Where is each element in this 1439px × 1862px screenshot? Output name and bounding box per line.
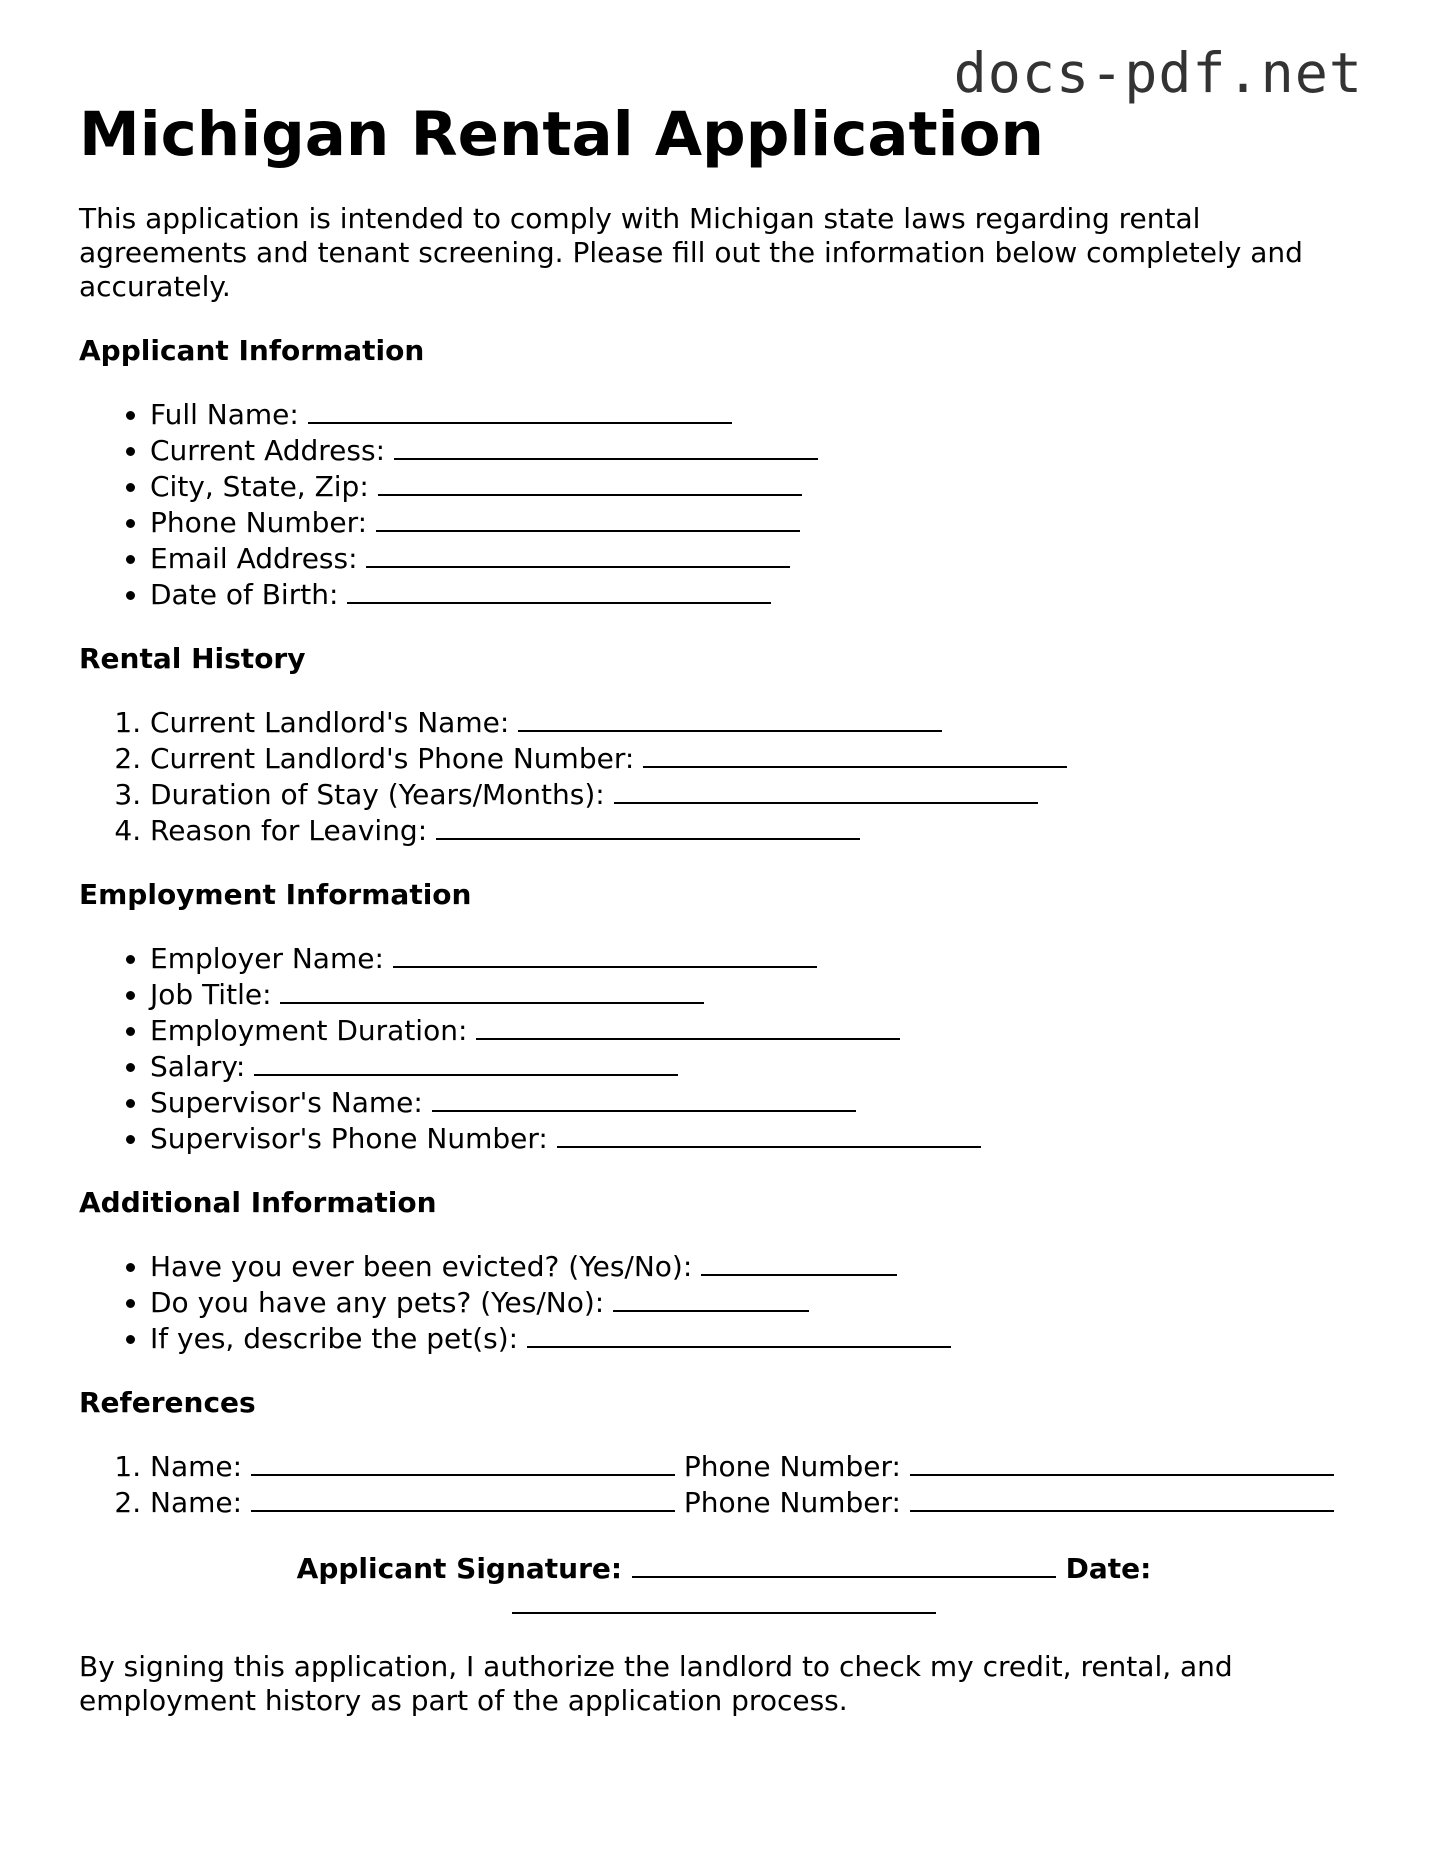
signature-blank[interactable] xyxy=(632,1550,1056,1578)
field-label: Email Address: xyxy=(150,542,358,575)
field-label: Do you have any pets? (Yes/No): xyxy=(150,1286,605,1319)
landlord-name-blank[interactable] xyxy=(518,704,942,732)
field-label: Current Address: xyxy=(150,434,386,467)
list-item xyxy=(150,1248,1369,1284)
references-heading: References xyxy=(79,1386,256,1419)
document-page xyxy=(79,96,1369,1746)
watermark: docs-pdf.net xyxy=(953,41,1363,105)
job-title-blank[interactable] xyxy=(280,976,704,1004)
field-label: Date of Birth: xyxy=(150,578,339,611)
date-blank[interactable] xyxy=(512,1586,936,1614)
rental-history-heading: Rental History xyxy=(79,642,306,675)
reference-2-phone-blank[interactable] xyxy=(910,1484,1334,1512)
field-label: Employer Name: xyxy=(150,942,384,975)
date-label: Date: xyxy=(1065,1552,1152,1585)
list-item xyxy=(150,812,1369,848)
pet-description-blank[interactable] xyxy=(527,1320,951,1348)
field-label: Phone Number: xyxy=(150,506,368,539)
field-label: Supervisor's Name: xyxy=(150,1086,423,1119)
supervisor-phone-blank[interactable] xyxy=(557,1120,981,1148)
field-label: Duration of Stay (Years/Months): xyxy=(150,778,605,811)
current-address-blank[interactable] xyxy=(394,432,818,460)
list-item xyxy=(150,396,1369,432)
field-label: Current Landlord's Name: xyxy=(150,706,510,739)
reason-for-leaving-blank[interactable] xyxy=(436,812,860,840)
phone-number-blank[interactable] xyxy=(376,504,800,532)
field-label: City, State, Zip: xyxy=(150,470,369,503)
employer-name-blank[interactable] xyxy=(393,940,817,968)
rental-history-section xyxy=(79,642,1369,848)
additional-heading: Additional Information xyxy=(79,1186,437,1219)
reference-1-name-blank[interactable] xyxy=(251,1448,675,1476)
list-item xyxy=(150,1048,1369,1084)
additional-section xyxy=(79,1186,1369,1356)
list-item xyxy=(150,1120,1369,1156)
field-label: Have you ever been evicted? (Yes/No): xyxy=(150,1250,693,1283)
list-item xyxy=(150,540,1369,576)
intro-paragraph: This application is intended to comply with Michigan state laws regarding rental agreements and tenant screening. Please fill out the information below completely and accurately. xyxy=(79,202,1303,303)
reference-name-label: Name: xyxy=(150,1450,243,1483)
reference-phone-label: Phone Number: xyxy=(683,1450,901,1483)
references-fields xyxy=(79,1448,1369,1520)
additional-fields xyxy=(79,1248,1369,1356)
list-item xyxy=(150,432,1369,468)
field-label: Reason for Leaving: xyxy=(150,814,428,847)
list-item xyxy=(150,468,1369,504)
list-item xyxy=(150,1320,1369,1356)
field-label: Current Landlord's Phone Number: xyxy=(150,742,635,775)
field-label: Full Name: xyxy=(150,398,299,431)
evicted-blank[interactable] xyxy=(701,1248,897,1276)
list-item xyxy=(150,1484,1369,1520)
list-item xyxy=(150,1284,1369,1320)
field-label: If yes, describe the pet(s): xyxy=(150,1322,519,1355)
list-item xyxy=(150,504,1369,540)
document-title: Michigan Rental Application xyxy=(79,99,1044,170)
reference-name-label: Name: xyxy=(150,1486,243,1519)
reference-phone-label: Phone Number: xyxy=(683,1486,901,1519)
employment-fields xyxy=(79,940,1369,1156)
duration-of-stay-blank[interactable] xyxy=(614,776,1038,804)
list-item xyxy=(150,704,1369,740)
city-state-zip-blank[interactable] xyxy=(378,468,802,496)
pets-blank[interactable] xyxy=(613,1284,809,1312)
signature-line xyxy=(79,1550,1369,1622)
employment-duration-blank[interactable] xyxy=(476,1012,900,1040)
field-label: Employment Duration: xyxy=(150,1014,468,1047)
applicant-section xyxy=(79,334,1369,612)
field-label: Job Title: xyxy=(150,978,272,1011)
list-item xyxy=(150,576,1369,612)
employment-heading: Employment Information xyxy=(79,878,472,911)
list-item xyxy=(150,1448,1369,1484)
applicant-heading: Applicant Information xyxy=(79,334,425,367)
date-of-birth-blank[interactable] xyxy=(347,576,771,604)
landlord-phone-blank[interactable] xyxy=(643,740,1067,768)
list-item xyxy=(150,940,1369,976)
list-item xyxy=(150,976,1369,1012)
field-label: Supervisor's Phone Number: xyxy=(150,1122,548,1155)
field-label: Salary: xyxy=(150,1050,246,1083)
email-address-blank[interactable] xyxy=(366,540,790,568)
list-item xyxy=(150,1084,1369,1120)
reference-1-phone-blank[interactable] xyxy=(910,1448,1334,1476)
rental-history-fields xyxy=(79,704,1369,848)
closing-paragraph: By signing this application, I authorize the landlord to check my credit, rental, and employment history as part of the application process. xyxy=(79,1650,1233,1717)
list-item xyxy=(150,1012,1369,1048)
employment-section xyxy=(79,878,1369,1156)
supervisor-name-blank[interactable] xyxy=(432,1084,856,1112)
salary-blank[interactable] xyxy=(254,1048,678,1076)
list-item xyxy=(150,740,1369,776)
list-item xyxy=(150,776,1369,812)
full-name-blank[interactable] xyxy=(308,396,732,424)
reference-2-name-blank[interactable] xyxy=(251,1484,675,1512)
references-section xyxy=(79,1386,1369,1520)
signature-label: Applicant Signature: xyxy=(296,1552,623,1585)
applicant-fields xyxy=(79,396,1369,612)
